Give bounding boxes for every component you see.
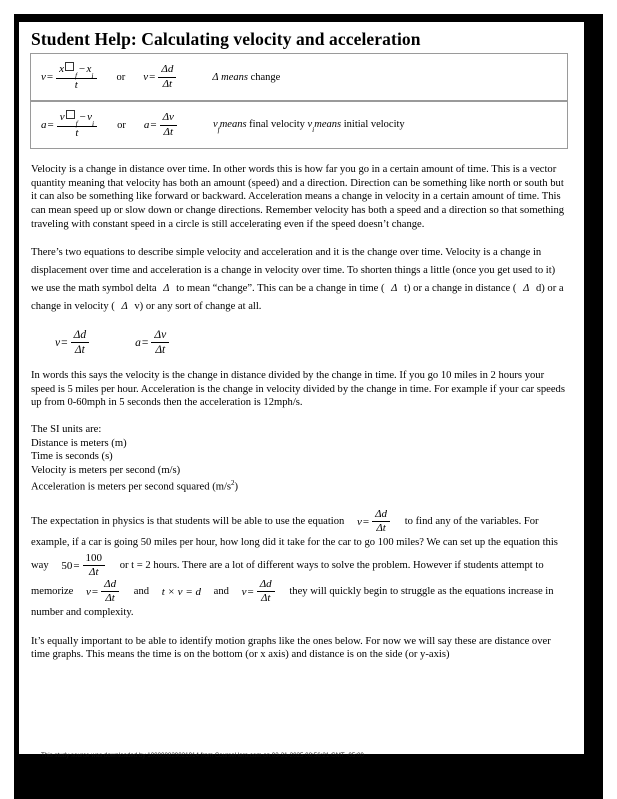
eq-num: Δd xyxy=(372,509,390,523)
eq-den: Δt xyxy=(74,344,85,357)
delta-symbol-inline-3: Δ xyxy=(523,283,530,295)
si-unit-distance: Distance is meters (m) xyxy=(31,437,127,449)
paragraph-motion-graphs: It’s equally important to be able to identify motion graphs like the ones below. For now we will say these are distance over time graphs. This means the time is on the bottom (or x axis) and distance is on the side (or y-axis) xyxy=(31,635,551,661)
note-v-final: v xyxy=(212,118,218,130)
change-word: change xyxy=(250,71,281,83)
and-connector-2: and xyxy=(213,585,229,597)
eq-lhs: 50 xyxy=(61,559,73,572)
lhs-var: v xyxy=(41,71,46,84)
num-var: v xyxy=(59,110,65,123)
display-eq-velocity: v = $\frac{\Delta d}{\Delta t}$ xyxy=(55,329,91,356)
den-var: t xyxy=(74,78,78,91)
delta-symbol-inline-4: Δ xyxy=(121,301,128,313)
delta-intro-text: There’s two equations to describe simple velocity and acceleration and it is the change over time. Velocity is a change in displacement over time and acceleration is a change in velocity over time. To shorten things a little (once you get used to it) we use the math symbol delta xyxy=(31,247,556,295)
eq-lhs: v xyxy=(356,515,362,528)
eq-den: Δt xyxy=(260,592,271,605)
connector-or: or xyxy=(117,119,126,131)
num-sub-f: f xyxy=(75,118,78,128)
alt-num: Δv xyxy=(160,112,177,126)
alt-num: Δd xyxy=(158,64,176,78)
den-var: t xyxy=(75,126,79,139)
inline-eq-tvd: t × v = d xyxy=(161,585,201,598)
lhs-var: a xyxy=(41,119,47,132)
acceleration-formula-delta: a = $\frac{\Delta v}{\Delta t}$ xyxy=(144,112,179,138)
formula-table xyxy=(30,53,568,149)
eq-lhs: v xyxy=(86,585,91,598)
squared-superscript: 2 xyxy=(231,479,235,488)
inline-eq-velocity-1: v = $\frac{\Delta d}{\Delta t}$ xyxy=(357,509,392,535)
delta-time-text: t) or a change in distance ( xyxy=(404,283,517,295)
alt-lhs: a xyxy=(143,119,150,132)
eq-num: 100 xyxy=(83,553,106,567)
velocity-formula-delta: v = $\frac{\Delta d}{\Delta t}$ xyxy=(143,64,178,90)
delta-symbol-inline-2: Δ xyxy=(391,283,398,295)
paragraph-expectation xyxy=(31,508,565,622)
note-means-1: means xyxy=(219,118,247,130)
and-connector-1: and xyxy=(133,585,150,597)
acceleration-formula-primary: a = $\frac{v_f-v_i}{t}$ xyxy=(41,111,99,140)
expectation-intro: The expectation in physics is that students will be able to use the equation xyxy=(31,515,345,527)
body-content xyxy=(29,163,574,662)
alt-lhs: v xyxy=(143,71,149,84)
connector-or: or xyxy=(116,71,126,83)
inline-eq-velocity-2: v = $\frac{\Delta d}{\Delta t}$ xyxy=(86,579,121,605)
num-minus-var: v xyxy=(87,110,93,123)
display-eq-acceleration: a = $\frac{\Delta v}{\Delta t}$ xyxy=(135,329,171,356)
coursehero-footer: This study source was downloaded by 100000829021914 from CourseHero.com on 03-31-2025 08:56:21 GMT -05:00 xyxy=(41,752,364,759)
paragraph-velocity-definition: Velocity is a change in distance over time. In other words this is how far you go in a certain amount of time. This is a vector quantity meaning that velocity has both an amount (speed) and a direction. Direction can be something like north or south but it can also be something like forward or backward. Acceleration means a change in velocity in a certain amount of time. This can mean speed up or slow down or change directions. Remember velocity has both a speed and a direction so that something traveling with constant speed in a circle is still accelerating even if the speed doesn’t change. xyxy=(31,164,565,230)
si-unit-acceleration-text: Acceleration is meters per second squared (m/s xyxy=(31,481,232,493)
delta-symbol-inline-1: Δ xyxy=(163,283,170,295)
paragraph-in-words: In words this says the velocity is the change in distance divided by the change in time. If you go 10 miles in 2 hours your speed is 5 miles per hour. Acceleration is the change in velocity divided by the change in time. For example if your car speeds up from 0-60mph in 5 seconds then the acceleration is 12mph/s. xyxy=(31,370,565,409)
si-unit-acceleration xyxy=(31,477,574,494)
eq-num: Δd xyxy=(101,579,119,593)
display-equations xyxy=(31,329,574,356)
formula-row-acceleration xyxy=(31,101,568,149)
note-sub-i: i xyxy=(312,125,315,135)
missing-glyph-box xyxy=(65,62,74,71)
eq-lhs: v xyxy=(241,585,247,598)
note-initial-velocity: initial velocity xyxy=(343,118,405,130)
formula-row-velocity xyxy=(31,54,568,102)
si-unit-time: Time is seconds (s) xyxy=(31,451,113,463)
means-word: means xyxy=(221,71,248,83)
eq-lhs: a xyxy=(135,336,141,349)
struggle-text: they will quickly begin to struggle as the equations increase in number and complexity. xyxy=(31,585,554,618)
memorize-text: t = 2 hours. There are a lot of different ways to solve the problem. However if students attempt to memorize xyxy=(31,559,544,597)
num-minus-var: x xyxy=(86,62,92,75)
delta-velocity-text: v) or any sort of change at all. xyxy=(134,301,262,313)
closing-paren: ) xyxy=(234,481,239,493)
eq-den: Δt xyxy=(105,592,115,605)
delta-symbol: Δ xyxy=(212,71,219,83)
delta-meaning-text: to mean “change”. This can be a change in time ( xyxy=(176,283,385,295)
eq-den: Δt xyxy=(89,566,99,579)
alt-den: Δt xyxy=(162,77,173,90)
note-means-2: means xyxy=(314,118,342,130)
note-sub-f: f xyxy=(217,125,220,135)
eq-den: Δt xyxy=(376,522,386,535)
eq-num: Δv xyxy=(151,329,169,343)
or-connector: or xyxy=(119,559,129,571)
velocity-subscript-note xyxy=(179,118,405,135)
num-var: x xyxy=(59,62,64,75)
note-v-initial: v xyxy=(307,118,313,130)
missing-glyph-box xyxy=(66,110,75,119)
alt-den: Δt xyxy=(163,125,174,138)
eq-den: Δt xyxy=(155,344,166,357)
inline-eq-fifty: 50 = $\frac{100}{\Delta t}$ xyxy=(61,553,107,579)
page-title: Student Help: Calculating velocity and acceleration xyxy=(31,29,421,49)
si-units-heading: The SI units are: xyxy=(31,424,102,435)
delta-meaning-note xyxy=(178,72,280,83)
si-unit-velocity: Velocity is meters per second (m/s) xyxy=(31,464,181,476)
num-sub-i: i xyxy=(91,70,94,80)
note-final-velocity: final velocity xyxy=(249,118,305,130)
eq-lhs: v xyxy=(55,336,61,349)
paragraph-delta-notation xyxy=(31,244,565,316)
si-units-list xyxy=(31,423,574,495)
expectation-example-text: to find any of the variables. For example, if a car is going 50 miles per hour, how long did it take for the car to go 100 miles? We can set up the equation this way xyxy=(31,515,558,571)
eq-num: Δd xyxy=(257,579,275,593)
delta-distance-text: d) or a change in velocity ( xyxy=(31,283,564,313)
eq-num: Δd xyxy=(71,329,90,343)
num-sub-f: f xyxy=(75,70,78,80)
inline-eq-velocity-3: v = $\frac{\Delta d}{\Delta t}$ xyxy=(242,579,277,605)
velocity-formula-primary: v = $\frac{x_f-x_i}{t}$ xyxy=(41,63,99,92)
num-sub-i: i xyxy=(92,118,95,128)
document-page xyxy=(19,22,584,759)
